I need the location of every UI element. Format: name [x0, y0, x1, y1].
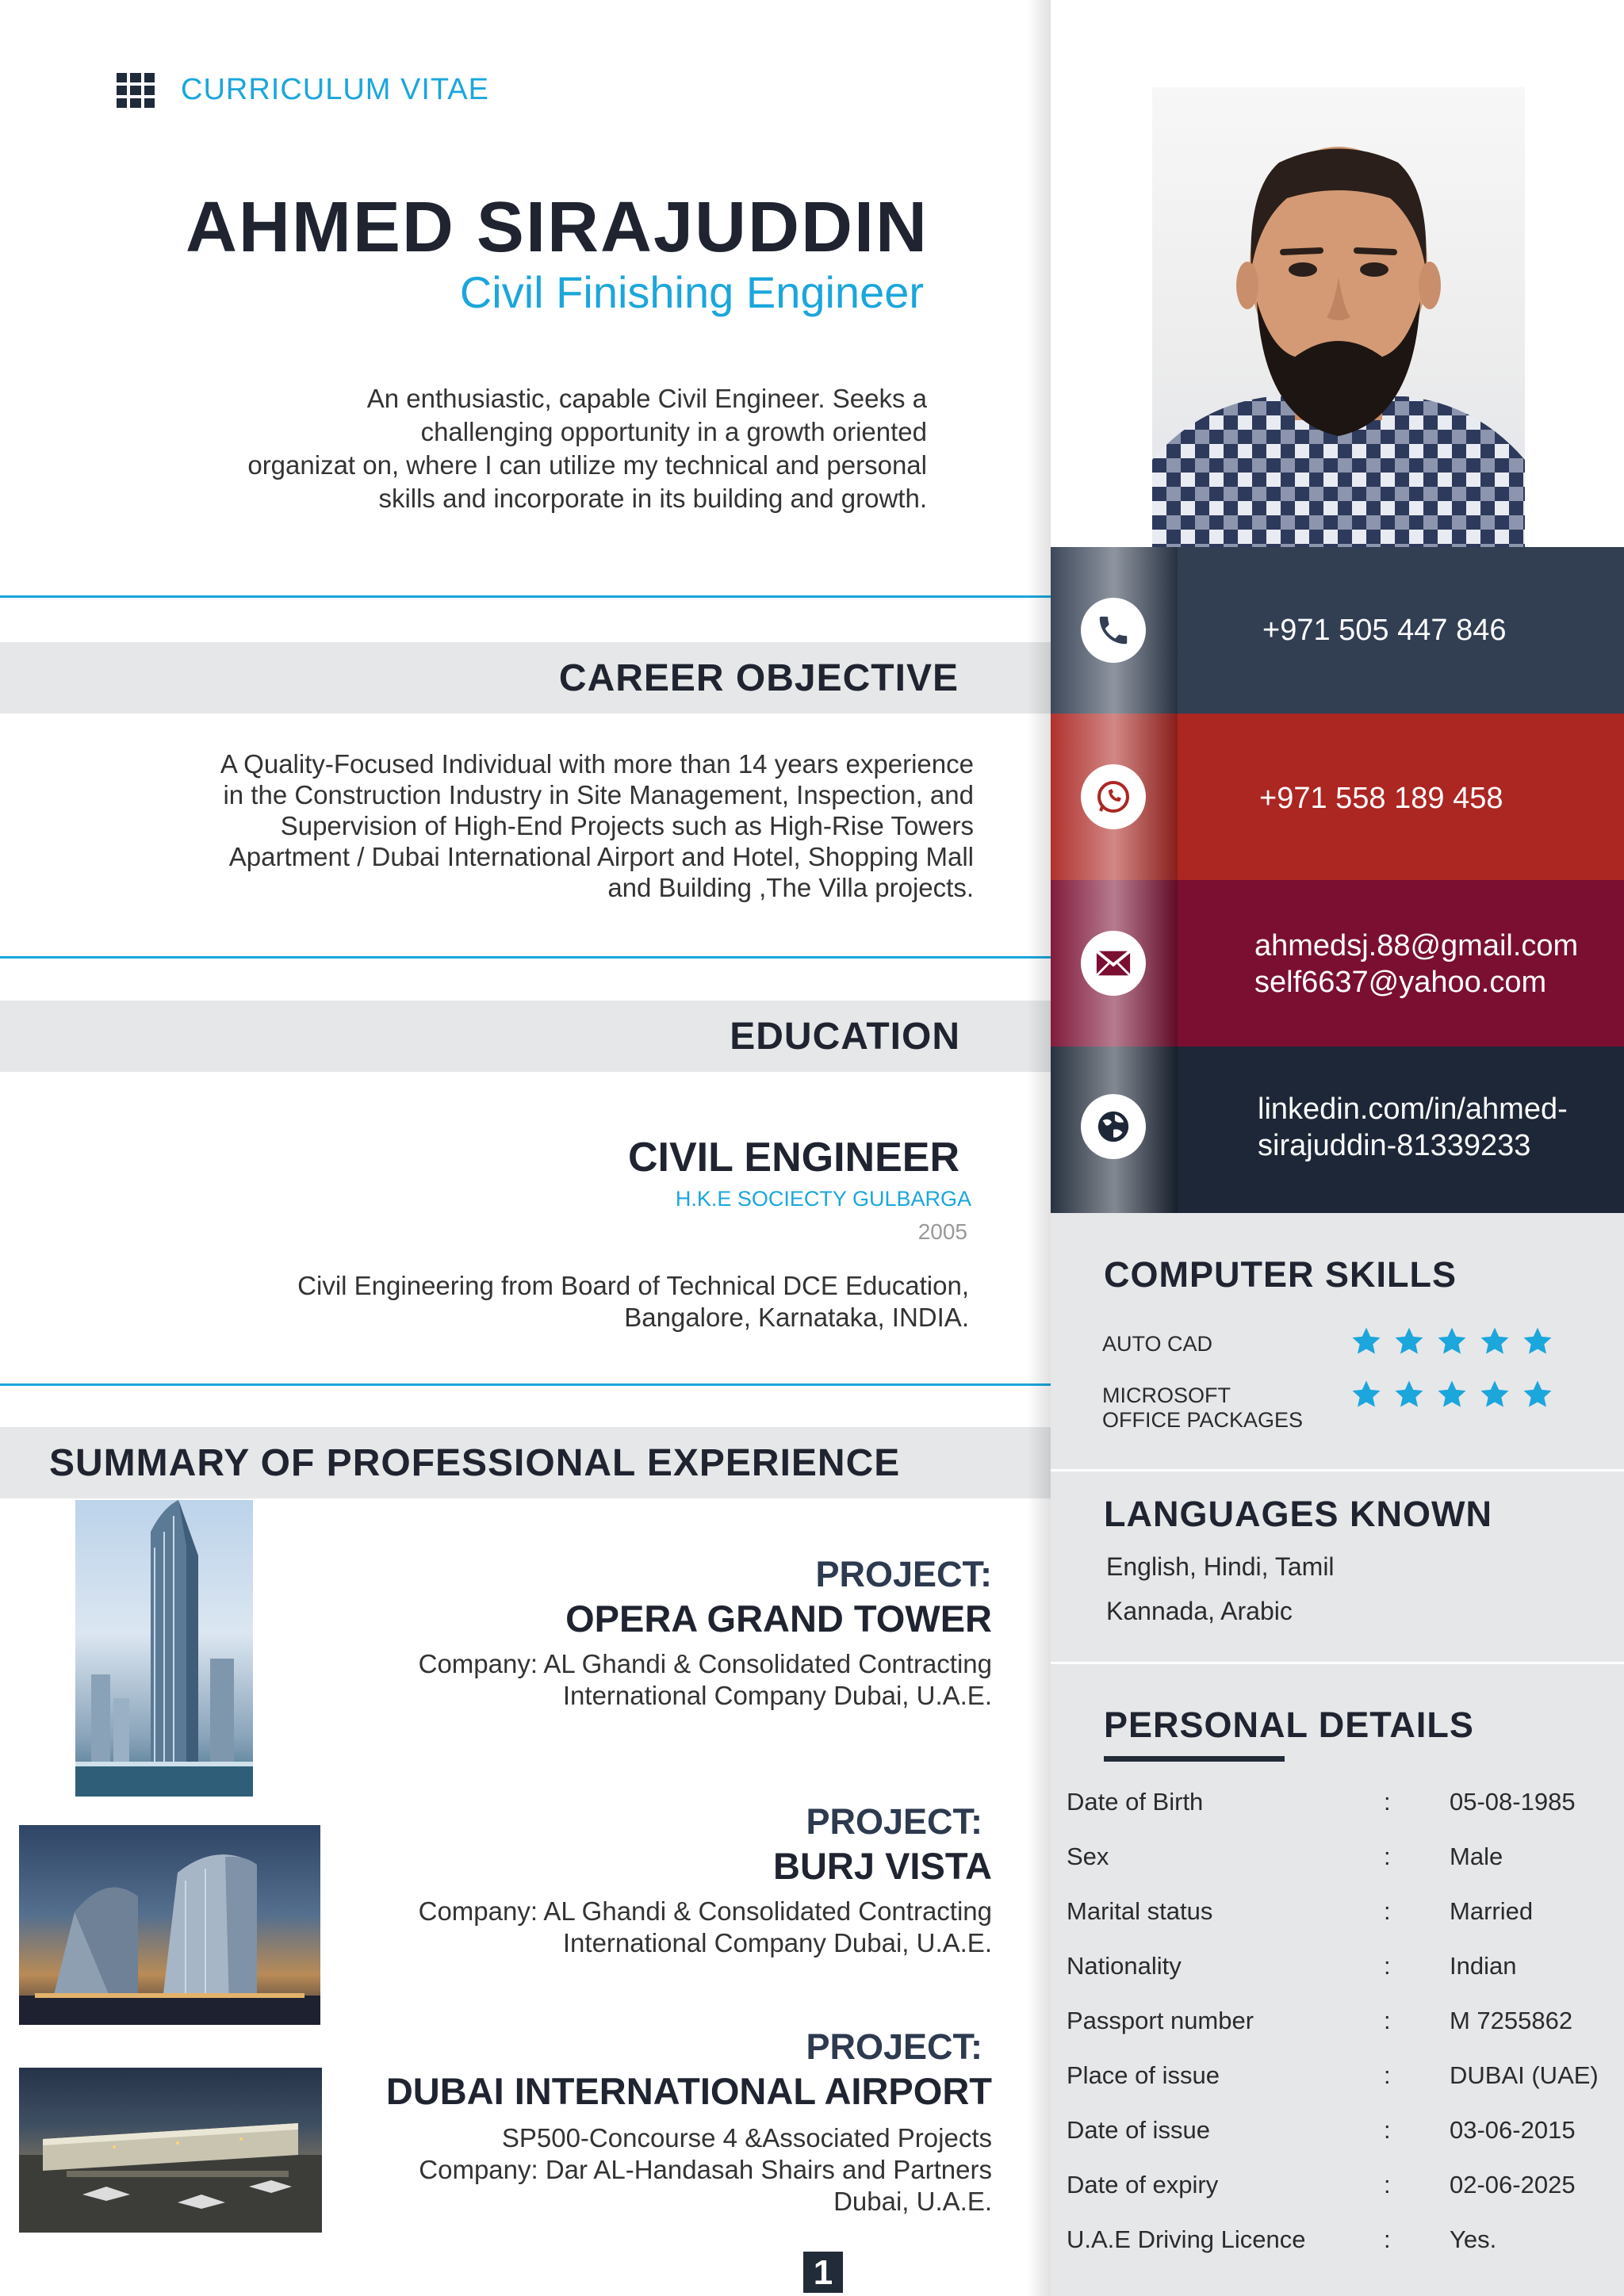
job-title: Civil Finishing Engineer — [459, 267, 924, 317]
detail-separator: : — [1384, 2225, 1391, 2253]
graduation-year: 2005 — [917, 1219, 967, 1244]
email-icon — [1081, 931, 1146, 996]
career-line: and Building ,The Villa projects. — [607, 873, 974, 902]
star-icon — [1435, 1379, 1469, 1410]
project-company-line: International Company Dubai, U.A.E. — [562, 1681, 992, 1710]
career-objective-text — [117, 748, 974, 903]
personal-detail-row — [1067, 1897, 1622, 1952]
detail-separator: : — [1384, 1897, 1391, 1925]
linkedin-link[interactable]: linkedin.com/in/ahmed- — [1258, 1093, 1568, 1126]
languages-title: LANGUAGES KNOWN — [1104, 1494, 1492, 1534]
intro-line: An enthusiastic, capable Civil Engineer. Seeks a — [366, 384, 927, 413]
phone-number-link[interactable]: +971 505 447 846 — [1262, 614, 1507, 647]
project-2 — [419, 1801, 992, 1959]
detail-separator: : — [1384, 2061, 1391, 2089]
intro-line: organizat on, where I can utilize my technical and personal — [247, 450, 927, 480]
whatsapp-number-link[interactable]: +971 558 189 458 — [1259, 782, 1503, 815]
detail-label: Place of issue — [1067, 2061, 1220, 2089]
degree-title: CIVIL ENGINEER — [627, 1135, 959, 1181]
education-title: EDUCATION — [730, 1016, 960, 1058]
skill-rating — [1350, 1379, 1554, 1410]
experience-section-header — [0, 1427, 1051, 1498]
globe-icon — [1081, 1094, 1146, 1159]
project-company-line: Dubai, U.A.E. — [833, 2187, 992, 2216]
career-line: Apartment / Dubai International Airport and Hotel, Shopping Mall — [228, 842, 974, 871]
career-line: in the Construction Industry in Site Management, Inspection, and — [223, 780, 974, 809]
page-number: 1 — [803, 2252, 843, 2293]
project-1 — [419, 1554, 992, 1712]
project-company-line: Company: Dar AL-Handasah Shairs and Partners — [419, 2155, 992, 2184]
personal-detail-row — [1067, 2225, 1622, 2280]
star-icon — [1521, 1379, 1554, 1410]
skill-name — [1102, 1383, 1303, 1433]
personal-detail-row — [1067, 2061, 1622, 2116]
personal-detail-row — [1067, 1788, 1622, 1843]
star-icon — [1478, 1379, 1511, 1410]
education-line: Civil Engineering from Board of Technical DCE Education, — [297, 1271, 969, 1300]
star-icon — [1350, 1379, 1383, 1410]
project-company-line: Company: AL Ghandi & Consolidated Contracting — [418, 1649, 992, 1678]
detail-separator: : — [1384, 2116, 1391, 2144]
grid-icon — [117, 73, 155, 108]
project-company-line: Company: AL Ghandi & Consolidated Contracting — [418, 1896, 992, 1926]
experience-title: SUMMARY OF PROFESSIONAL EXPERIENCE — [49, 1442, 901, 1484]
detail-label: Date of expiry — [1067, 2171, 1219, 2198]
phone-icon — [1081, 598, 1146, 663]
skill-name-line: MICROSOFT — [1102, 1383, 1231, 1407]
sidebar-divider — [1051, 1469, 1624, 1471]
detail-label: Nationality — [1067, 1952, 1182, 1980]
career-line: A Quality-Focused Individual with more than 14 years experience — [220, 749, 974, 779]
project-name: BURJ VISTA — [773, 1845, 992, 1887]
detail-separator: : — [1384, 1788, 1391, 1816]
intro-line: challenging opportunity in a growth oriented — [420, 417, 927, 446]
divider-line — [0, 595, 1051, 598]
languages-line: Kannada, Arabic — [1106, 1597, 1293, 1625]
detail-label: Marital status — [1067, 1897, 1213, 1925]
divider-line — [0, 956, 1051, 959]
computer-skills-title: COMPUTER SKILLS — [1104, 1254, 1457, 1295]
detail-separator: : — [1384, 1952, 1391, 1980]
cv-label: CURRICULUM VITAE — [181, 73, 489, 106]
project-label: PROJECT: — [806, 2026, 982, 2067]
personal-detail-row — [1067, 1952, 1622, 2007]
project-name: OPERA GRAND TOWER — [565, 1598, 992, 1640]
education-line: Bangalore, Karnataka, INDIA. — [624, 1303, 969, 1332]
skill-name-line: OFFICE PACKAGES — [1102, 1408, 1304, 1432]
detail-label: U.A.E Driving Licence — [1067, 2225, 1306, 2253]
linkedin-link[interactable]: sirajuddin-81339233 — [1258, 1129, 1531, 1162]
detail-label: Sex — [1067, 1843, 1109, 1870]
project-name: DUBAI INTERNATIONAL AIRPORT — [385, 2070, 992, 2112]
whatsapp-icon — [1081, 764, 1146, 829]
star-icon — [1392, 1326, 1426, 1357]
detail-value: M 7255862 — [1450, 2007, 1573, 2034]
project-company-line: International Company Dubai, U.A.E. — [562, 1928, 992, 1957]
email-link[interactable]: ahmedsj.88@gmail.com — [1254, 929, 1579, 962]
detail-value: 05-08-1985 — [1450, 1788, 1576, 1816]
languages-line: English, Hindi, Tamil — [1106, 1552, 1335, 1581]
detail-value: DUBAI (UAE) — [1450, 2061, 1599, 2089]
personal-detail-row — [1067, 2171, 1622, 2225]
personal-detail-row — [1067, 2116, 1622, 2171]
contact-phone — [1051, 547, 1624, 714]
opera-grand-tower-image — [75, 1500, 253, 1797]
career-title: CAREER OBJECTIVE — [558, 657, 959, 699]
education-description — [176, 1270, 969, 1334]
contact-whatsapp — [1051, 714, 1624, 880]
detail-separator: : — [1384, 2007, 1391, 2034]
star-icon — [1521, 1326, 1554, 1357]
detail-label: Passport number — [1067, 2007, 1254, 2034]
dubai-airport-image — [19, 2068, 322, 2233]
detail-value: Married — [1450, 1897, 1534, 1925]
detail-label: Date of issue — [1067, 2116, 1210, 2144]
personal-detail-row — [1067, 1843, 1622, 1897]
detail-separator: : — [1384, 2171, 1391, 2198]
detail-value: 02-06-2025 — [1450, 2171, 1576, 2198]
project-label: PROJECT: — [815, 1554, 992, 1594]
star-icon — [1435, 1326, 1469, 1357]
project-3 — [386, 2026, 992, 2218]
detail-separator: : — [1384, 1843, 1391, 1870]
school-name: H.K.E SOCIECTY GULBARGA — [675, 1187, 971, 1211]
candidate-name: AHMED SIRAJUDDIN — [185, 188, 929, 267]
intro-summary — [134, 382, 927, 515]
skill-name: AUTO CAD — [1102, 1332, 1213, 1356]
page-fold-shadow — [1027, 0, 1051, 2296]
star-icon — [1350, 1326, 1383, 1357]
profile-photo — [1152, 87, 1525, 547]
title-underline — [1104, 1756, 1285, 1762]
career-section-header — [0, 642, 1051, 714]
personal-detail-row — [1067, 2007, 1622, 2061]
star-icon — [1392, 1379, 1426, 1410]
education-section-header — [0, 1001, 1051, 1072]
burj-vista-image — [19, 1825, 320, 2025]
email-link[interactable]: self6637@yahoo.com — [1254, 966, 1547, 999]
detail-value: Indian — [1450, 1952, 1517, 1980]
detail-value: Male — [1450, 1843, 1503, 1870]
contact-linkedin — [1051, 1047, 1624, 1213]
project-label: PROJECT: — [806, 1801, 982, 1842]
career-line: Supervision of High-End Projects such as High-Rise Towers — [280, 811, 974, 840]
sidebar-divider — [1051, 1662, 1624, 1664]
star-icon — [1478, 1326, 1511, 1357]
skill-rating — [1350, 1326, 1554, 1357]
divider-line — [0, 1383, 1051, 1386]
detail-value: Yes. — [1450, 2225, 1497, 2253]
personal-details-title: PERSONAL DETAILS — [1104, 1705, 1474, 1745]
project-company-line: SP500-Concourse 4 &Associated Projects — [501, 2123, 992, 2152]
intro-line: skills and incorporate in its building and growth. — [378, 484, 927, 513]
detail-value: 03-06-2015 — [1450, 2116, 1576, 2144]
detail-label: Date of Birth — [1067, 1788, 1204, 1816]
contact-email — [1051, 880, 1624, 1047]
